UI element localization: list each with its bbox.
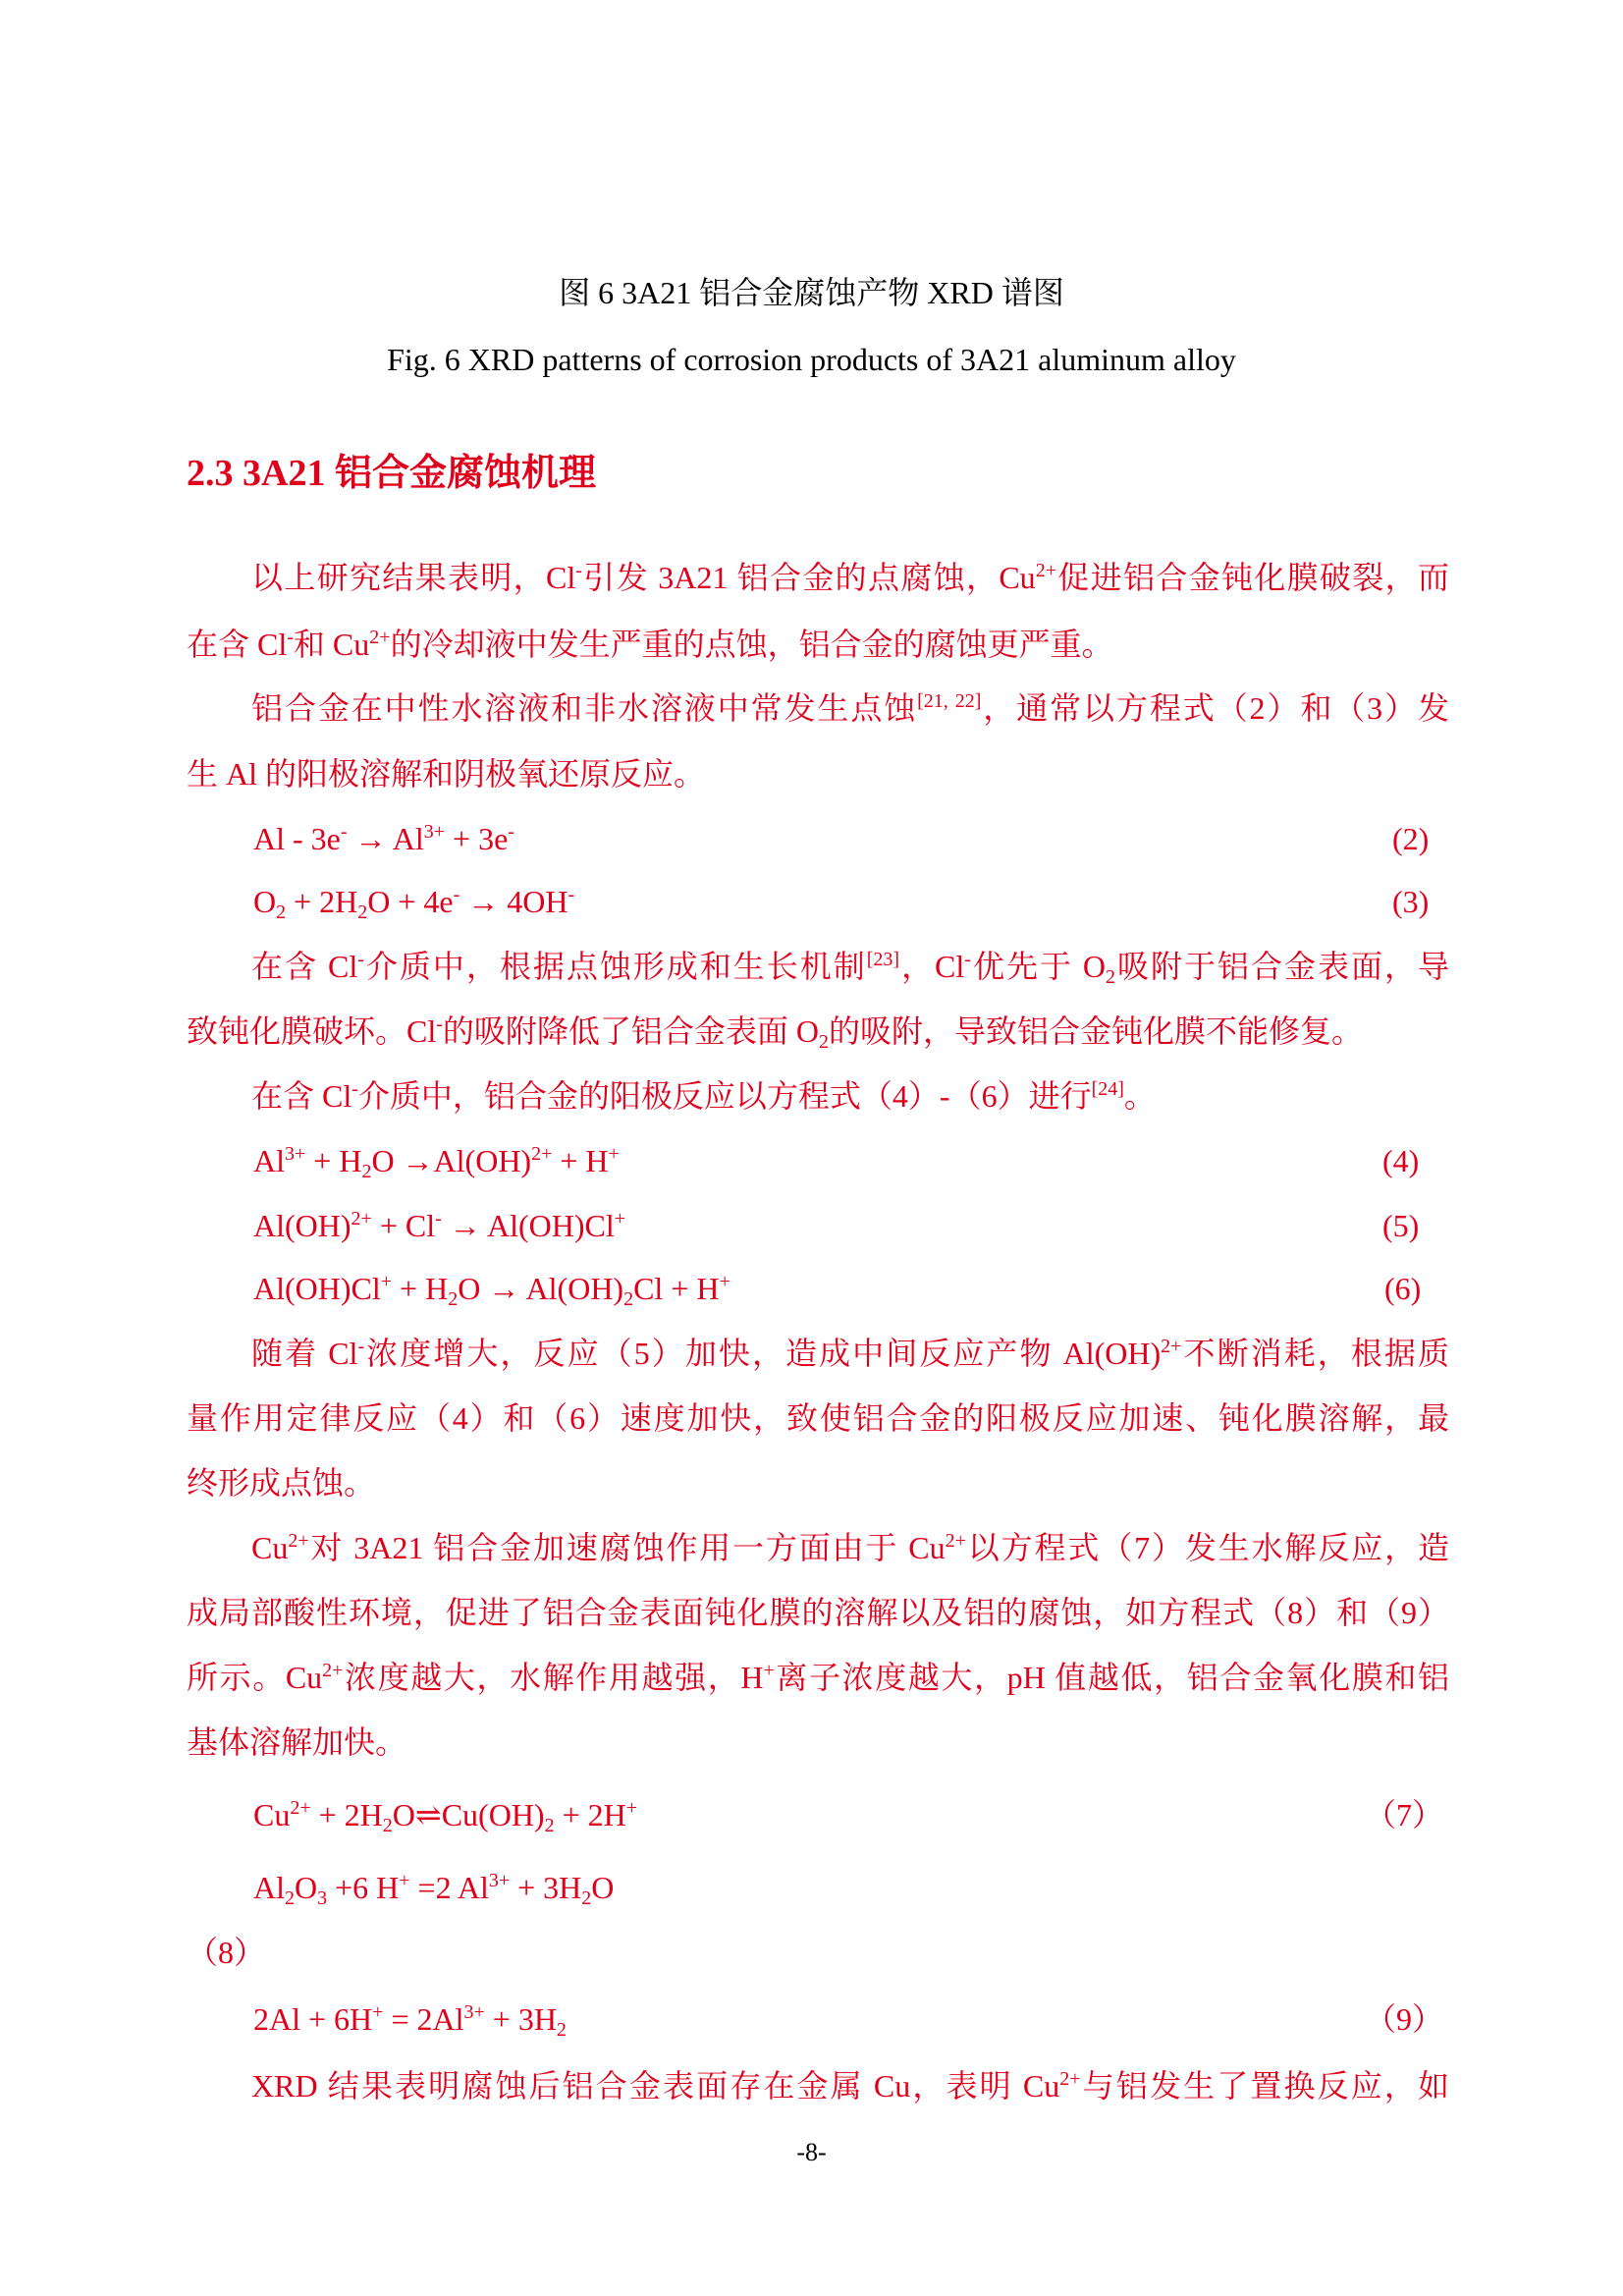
paragraph-3-line-1: 在含 Cl-介质中，根据点蚀形成和生长机制[23]，Cl-优先于 $O_2$吸附于铝合金表面，导 <box>251 949 1449 988</box>
equation-5: Al(OH)$^{2+}$ + Cl- → Al(OH)Cl+ <box>253 1208 626 1243</box>
paragraph-5-line-3: 终形成点蚀。 <box>187 1465 376 1501</box>
equation-9: $2Al + 6H^+ = 2Al^{3+} + 3H_2$ <box>253 2001 567 2041</box>
equation-2-number: (2) <box>1392 821 1430 856</box>
equation-2: $Al - 3e^- \to Al^{3+} + 3e^-$ <box>253 821 514 856</box>
equation-6-number: (6) <box>1384 1271 1422 1306</box>
figure-caption-en: Fig. 6 XRD patterns of corrosion products of 3A21 aluminum alloy <box>387 342 1236 377</box>
paragraph-6-line-4: 基体溶解加快。 <box>187 1724 407 1760</box>
equation-3: $O_2 + 2H_2O + 4e^- \to 4OH^-$ <box>253 884 575 923</box>
equation-7-number: （7） <box>1365 1797 1444 1832</box>
paragraph-4: 在含 Cl-介质中，铝合金的阳极反应以方程式（4）-（6）进行[24]。 <box>251 1078 1156 1114</box>
paragraph-1-line-2: 在含 Cl-和 $Cu^{2+}$的冷却液中发生严重的点蚀，铝合金的腐蚀更严重。 <box>187 627 1113 662</box>
paragraph-5-line-1: 随着 Cl-浓度增大，反应（5）加快，造成中间反应产物 Al(OH)$^{2+}$不断消耗，根据质 <box>251 1336 1449 1371</box>
paragraph-2-line-1: 铝合金在中性水溶液和非水溶液中常发生点蚀[21, 22]，通常以方程式（2）和（3）发 <box>251 690 1449 726</box>
equation-6: $Al(OH)Cl^+ + H_2O \to Al(OH)_2Cl + H^+$ <box>253 1271 730 1310</box>
page-number: -8- <box>796 2138 827 2166</box>
equation-3-number: (3) <box>1392 884 1430 919</box>
equation-8: $Al_2O_3 +6$ H+ =2 $Al^{3+} + 3H_2O$ <box>253 1870 615 1909</box>
figure-caption-cn: 图 6 3A21 铝合金腐蚀产物 XRD 谱图 <box>559 275 1064 310</box>
equation-7: $Cu^{2+}$ + $2H_2O\rightleftharpoons Cu(OH)_2 + 2H^+$ <box>253 1797 638 1836</box>
equation-4-number: (4) <box>1382 1143 1420 1178</box>
paragraph-6-line-2: 成局部酸性环境，促进了铝合金表面钝化膜的溶解以及铝的腐蚀，如方程式（8）和（9） <box>187 1595 1449 1630</box>
paragraph-7-line-1: XRD 结果表明腐蚀后铝合金表面存在金属 Cu，表明 $Cu^{2+}$与铝发生了置换反应，如 <box>251 2068 1449 2104</box>
equation-5-number: (5) <box>1382 1208 1420 1243</box>
paragraph-1-line-1: 以上研究结果表明，Cl-引发 3A21 铝合金的点腐蚀，$Cu^{2+}$促进铝合金钝化膜破裂，而 <box>251 560 1449 595</box>
section-heading: 2.3 3A21 铝合金腐蚀机理 <box>187 453 596 494</box>
paragraph-6-line-3: 所示。$Cu^{2+}$浓度越大，水解作用越强，H+离子浓度越大，pH 值越低，铝合金氧化膜和铝 <box>187 1660 1449 1695</box>
equation-4: $Al^{3+} + H_2O \to Al(OH)^{2+} + H^+$ <box>253 1143 620 1182</box>
paragraph-3-line-2: 致钝化膜破坏。Cl-的吸附降低了铝合金表面 $O_2$的吸附，导致铝合金钝化膜不能修复。 <box>187 1013 1364 1053</box>
equation-8-number: （8） <box>187 1935 266 1970</box>
paragraph-6-line-1: $Cu^{2+}$对 3A21 铝合金加速腐蚀作用一方面由于 $Cu^{2+}$以方程式（7）发生水解反应，造 <box>251 1530 1449 1565</box>
paragraph-5-line-2: 量作用定律反应（4）和（6）速度加快，致使铝合金的阳极反应加速、钝化膜溶解，最 <box>187 1400 1449 1436</box>
equation-9-number: （9） <box>1365 2001 1444 2037</box>
paragraph-2-line-2: 生 Al 的阳极溶解和阴极氧还原反应。 <box>187 756 706 792</box>
